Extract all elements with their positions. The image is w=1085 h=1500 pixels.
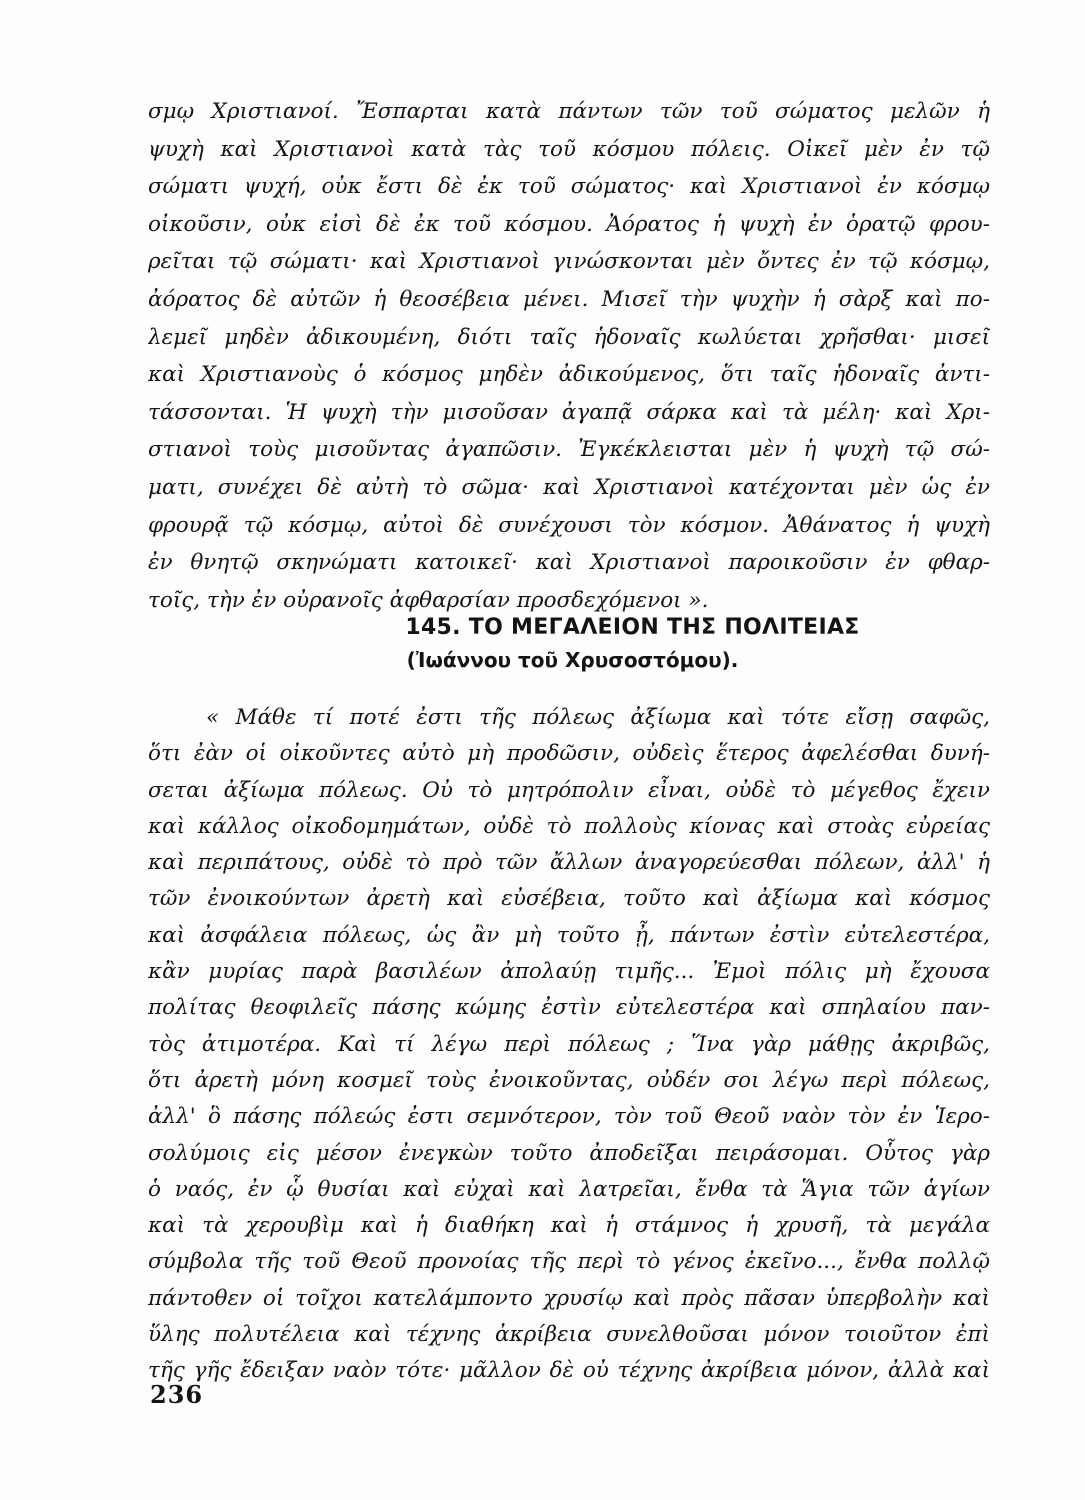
text-line: ὁ ναός, ἐν ᾧ θυσίαι καὶ εὐχαὶ καὶ λατρεῖαι, ἔνθα τὰ Ἅγια τῶν ἁγίων	[148, 1176, 990, 1202]
text-line: τῆς γῆς ἔδειξαν ναὸν τότε· μᾶλλον δὲ οὐ τέχνης ἀκρίβεια μόνον, ἀλλὰ καὶ	[148, 1358, 990, 1384]
text-line: πάντοθεν οἱ τοῖχοι κατελάμποντο χρυσίῳ καὶ πρὸς πᾶσαν ὑπερβολὴν καὶ	[148, 1285, 990, 1311]
text-line: σώματι ψυχή, οὐκ ἔστι δὲ ἐκ τοῦ σώματος· καὶ Χριστιανοὶ ἐν κόσμῳ	[148, 174, 990, 200]
text-line: στιανοὶ τοὺς μισοῦντας ἀγαπῶσιν. Ἐγκέκλεισται μὲν ἡ ψυχὴ τῷ σώ-	[148, 437, 990, 463]
text-line: ὅτι ἀρετὴ μόνη κοσμεῖ τοὺς ἐνοικοῦντας, οὐδέν σοι λέγω περὶ πόλεως,	[148, 1067, 990, 1093]
text-line: οἰκοῦσιν, οὐκ εἰσὶ δὲ ἐκ τοῦ κόσμου. Ἀόρατος ἡ ψυχὴ ἐν ὁρατῷ φρου-	[148, 211, 990, 237]
paragraph-quotation	[148, 700, 990, 1390]
text-line: καὶ κάλλος οἰκοδομημάτων, οὐδὲ τὸ πολλοὺς κίονας καὶ στοὰς εὐρείας	[148, 813, 990, 839]
text-line: τὸς ἀτιμοτέρα. Καὶ τί λέγω περὶ πόλεως ; Ἵνα γὰρ μάθῃς ἀκριβῶς,	[148, 1031, 990, 1057]
text-line: ρεῖται τῷ σώματι· καὶ Χριστιανοὶ γινώσκονται μὲν ὄντες ἐν τῷ κόσμῳ,	[148, 249, 990, 275]
text-line: ἐν θνητῷ σκηνώματι κατοικεῖ· καὶ Χριστιανοὶ παροικοῦσιν ἐν φθαρ-	[148, 550, 990, 576]
text-line: ἀόρατος δὲ αὐτῶν ἡ θεοσέβεια μένει. Μισεῖ τὴν ψυχὴν ἡ σὰρξ καὶ πο-	[148, 286, 990, 312]
section-title: 145. ΤΟ ΜΕΓΑΛΕΙΟΝ ΤΗΣ ΠΟΛΙΤΕΙΑΣ	[405, 615, 860, 640]
text-line: σολύμοις εἰς μέσον ἐνεγκὼν τοῦτο ἀποδεῖξαι πειράσομαι. Οὗτος γὰρ	[148, 1140, 990, 1166]
text-line: καὶ τὰ χερουβὶμ καὶ ἡ διαθήκη καὶ ἡ στάμνος ἡ χρυσῆ, τὰ μεγάλα	[148, 1213, 990, 1239]
text-line: ματι, συνέχει δὲ αὐτὴ τὸ σῶμα· καὶ Χριστιανοὶ κατέχονται μὲν ὡς ἐν	[148, 474, 990, 500]
text-line: φρουρᾷ τῷ κόσμῳ, αὐτοὶ δὲ συνέχουσι τὸν κόσμον. Ἀθάνατος ἡ ψυχὴ	[148, 512, 990, 538]
text-line: « Μάθε τί ποτέ ἐστι τῆς πόλεως ἀξίωμα καὶ τότε εἴσῃ σαφῶς,	[206, 705, 990, 730]
section-attribution: (Ἰωάννου τοῦ Χρυσοστόμου).	[406, 648, 739, 672]
text-line: λεμεῖ μηδὲν ἀδικουμένη, διότι ταῖς ἡδοναῖς κωλύεται χρῆσθαι· μισεῖ	[148, 324, 990, 350]
text-line: ἀλλ' ὃ πάσης πόλεώς ἐστι σεμνότερον, τὸν τοῦ Θεοῦ ναὸν τὸν ἐν Ἱερο-	[148, 1104, 990, 1130]
text-line: καὶ Χριστιανοὺς ὁ κόσμος μηδὲν ἀδικούμενος, ὅτι ταῖς ἡδοναῖς ἀντι-	[148, 362, 990, 388]
text-line: σεται ἀξίωμα πόλεως. Οὐ τὸ μητρόπολιν εἶναι, οὐδὲ τὸ μέγεθος ἔχειν	[148, 777, 990, 803]
text-line: πολίτας θεοφιλεῖς πάσης κώμης ἐστὶν εὐτελεστέρα καὶ σπηλαίου παν-	[148, 995, 990, 1021]
text-line: τοῖς, τὴν ἐν οὐρανοῖς ἀφθαρσίαν προσδεχόμενοι ».	[148, 587, 709, 613]
text-line: σμῳ Χριστιανοί. Ἔσπαρται κατὰ πάντων τῶν τοῦ σώματος μελῶν ἡ	[148, 99, 990, 124]
text-line: καὶ περιπάτους, οὐδὲ τὸ πρὸ τῶν ἄλλων ἀναγορεύεσθαι πόλεων, ἀλλ' ἡ	[148, 850, 990, 876]
text-line: τῶν ἐνοικούντων ἀρετὴ καὶ εὐσέβεια, τοῦτο καὶ ἀξίωμα καὶ κόσμος	[148, 886, 990, 912]
page-number: 236	[150, 1380, 204, 1409]
text-line: καὶ ἀσφάλεια πόλεως, ὡς ἂν μὴ τοῦτο ᾖ, πάντων ἐστὶν εὐτελεστέρα,	[148, 922, 990, 948]
text-line: τάσσονται. Ἡ ψυχὴ τὴν μισοῦσαν ἀγαπᾷ σάρκα καὶ τὰ μέλη· καὶ Χρι-	[148, 399, 990, 425]
text-line: ὅτι ἐὰν οἱ οἰκοῦντες αὐτὸ μὴ προδῶσιν, οὐδεὶς ἕτερος ἀφελέσθαι δυνή-	[148, 741, 990, 767]
paragraph-continued	[148, 93, 990, 619]
text-line: ψυχὴ καὶ Χριστιανοὶ κατὰ τὰς τοῦ κόσμου πόλεις. Οἰκεῖ μὲν ἐν τῷ	[148, 136, 990, 162]
text-line: κἂν μυρίας παρὰ βασιλέων ἀπολαύῃ τιμῆς... Ἐμοὶ πόλις μὴ ἔχουσα	[148, 959, 990, 985]
text-line: ὕλης πολυτέλεια καὶ τέχνης ἀκρίβεια συνελθοῦσαι μόνον τοιοῦτον ἐπὶ	[148, 1322, 990, 1348]
text-line: σύμβολα τῆς τοῦ Θεοῦ προνοίας τῆς περὶ τὸ γένος ἐκεῖνο..., ἔνθα πολλῷ	[148, 1249, 990, 1275]
